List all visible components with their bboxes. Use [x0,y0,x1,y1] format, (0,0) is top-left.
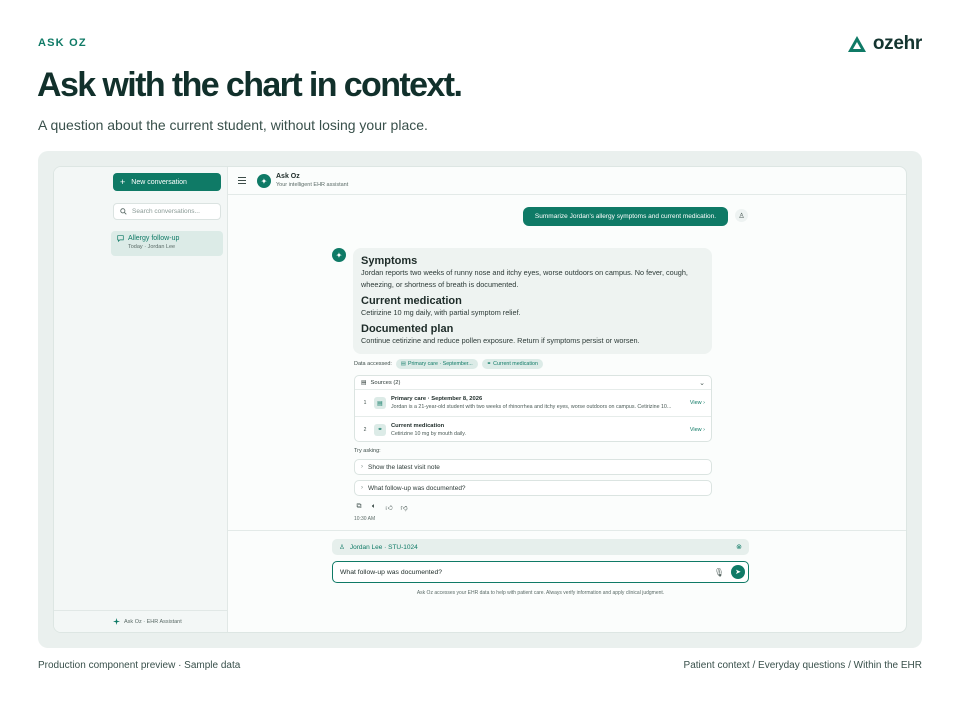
suggestion-button[interactable] [354,459,712,475]
suggestion-label: Show the latest visit note [368,463,440,471]
clear-context-icon[interactable]: ⊗ [736,544,742,551]
preview-stage [38,151,922,648]
sources-panel [354,375,712,442]
new-conversation-label: New conversation [131,178,187,186]
disclaimer: Ask Oz accesses your EHR data to help with patient care. Always verify information and apply clinical judgment. [416,590,665,596]
chevron-down-icon: ⌄ [699,379,705,387]
data-chip-label: Current medication [493,361,538,367]
document-icon: ▤ [400,361,406,367]
page-subtitle: A question about the current student, without losing your place. [38,117,428,133]
suggestion-label: What follow-up was documented? [368,484,466,492]
conversation-title: Allergy follow-up [128,235,180,242]
send-button[interactable]: ➤ [731,565,745,579]
suggestion-button[interactable] [354,480,712,496]
menu-icon[interactable] [238,177,246,184]
message-actions [355,503,408,511]
assistant-avatar-icon: ✦ [332,248,346,262]
sidebar-footer [54,610,227,632]
brand-logo [848,33,922,55]
sources-header: Sources (2) [370,379,401,386]
app-window [53,166,907,633]
source-number: 1 [363,400,367,406]
chat-panel [228,167,907,632]
chevron-right-icon: › [361,485,363,491]
sidebar [54,167,228,632]
answer-heading: Symptoms [361,255,418,267]
source-description: Jordan is a 21-year-old student with two weeks of rhinorrhea and itchy eyes, worse outdoors on campus. Cetirizine 10... [391,404,672,410]
sidebar-footer-label: Ask Oz · EHR Assistant [124,618,182,625]
footer-right: Patient context / Everyday questions / Within the EHR [683,660,922,671]
message-timestamp: 10:30 AM [354,516,376,522]
new-conversation-button[interactable] [113,173,221,191]
message-input-value: What follow-up was documented? [340,568,443,576]
conversation-meta: Today · Jordan Lee [128,244,176,250]
try-asking-label: Try asking: [354,448,381,454]
patient-context-chip [332,539,749,555]
source-item [355,390,711,416]
user-message: Summarize Jordan's allergy symptoms and current medication. [523,207,728,226]
source-title: Current medication [391,422,445,429]
patient-context-label: Jordan Lee · STU-1024 [349,543,418,551]
data-chip[interactable] [396,359,478,369]
source-view-link[interactable]: View › [689,426,705,433]
user-icon: ♙ [339,544,345,551]
answer-body: Jordan reports two weeks of runny nose and itchy eyes, worse outdoors on campus. No fever, cough, wheezing, or shortness of breath is documented. [361,268,688,289]
source-view-link[interactable]: View › [689,400,705,406]
search-icon [120,208,127,215]
search-conversations-input[interactable] [113,203,221,220]
eyebrow: ASK OZ [38,37,87,49]
ozehr-logo-icon [848,36,866,52]
chevron-right-icon: › [361,464,363,470]
user-avatar-icon: ♙ [735,209,748,222]
footer-left: Production component preview · Sample data [38,660,241,671]
answer-heading: Documented plan [361,323,454,335]
answer-body: Cetirizine 10 mg daily, with partial symptom relief. [361,308,521,317]
link-icon: ⚭ [486,361,492,367]
assistant-title: Ask Oz [276,173,300,180]
assistant-subtitle: Your intelligent EHR assistant [276,182,349,188]
answer-heading: Current medication [361,295,462,307]
document-icon: ▤ [361,379,367,386]
assistant-answer [353,248,712,354]
oz-avatar-icon: ✦ [257,174,271,188]
source-title: Primary care · September 8, 2026 [391,396,483,402]
conversation-item[interactable] [111,231,223,256]
data-chip-label: Primary care · September... [407,361,473,367]
link-icon: ⚭ [374,424,386,436]
answer-body: Continue cetirizine and reduce pollen exposure. Return if symptoms persist or worsen. [361,336,640,345]
microphone-icon[interactable]: 🎙︎ [713,568,724,577]
source-description: Cetirizine 10 mg by mouth daily. [391,430,466,437]
thumbs-down-icon[interactable]: 👎︎ [400,504,408,512]
sparkle-icon [113,618,120,625]
thumbs-up-icon[interactable]: 👍︎ [385,504,393,512]
data-chip[interactable] [482,359,543,369]
data-accessed-label: Data accessed: [354,361,392,367]
data-accessed [354,359,543,369]
sources-toggle[interactable] [355,376,711,390]
source-number: 2 [363,426,367,433]
chat-header [228,167,907,195]
chat-bubble-icon [117,235,124,242]
source-item [355,416,711,442]
plus-icon: + [120,176,126,187]
search-placeholder: Search conversations... [132,208,200,215]
copy-icon[interactable]: ⧉ [356,503,362,510]
brand-name: ozehr [872,33,922,54]
document-icon: ▤ [374,397,386,409]
speaker-icon[interactable]: 🔈︎ [371,503,377,510]
message-input[interactable] [332,561,749,583]
page-title: Ask with the chart in context. [37,66,462,104]
composer [228,530,907,633]
